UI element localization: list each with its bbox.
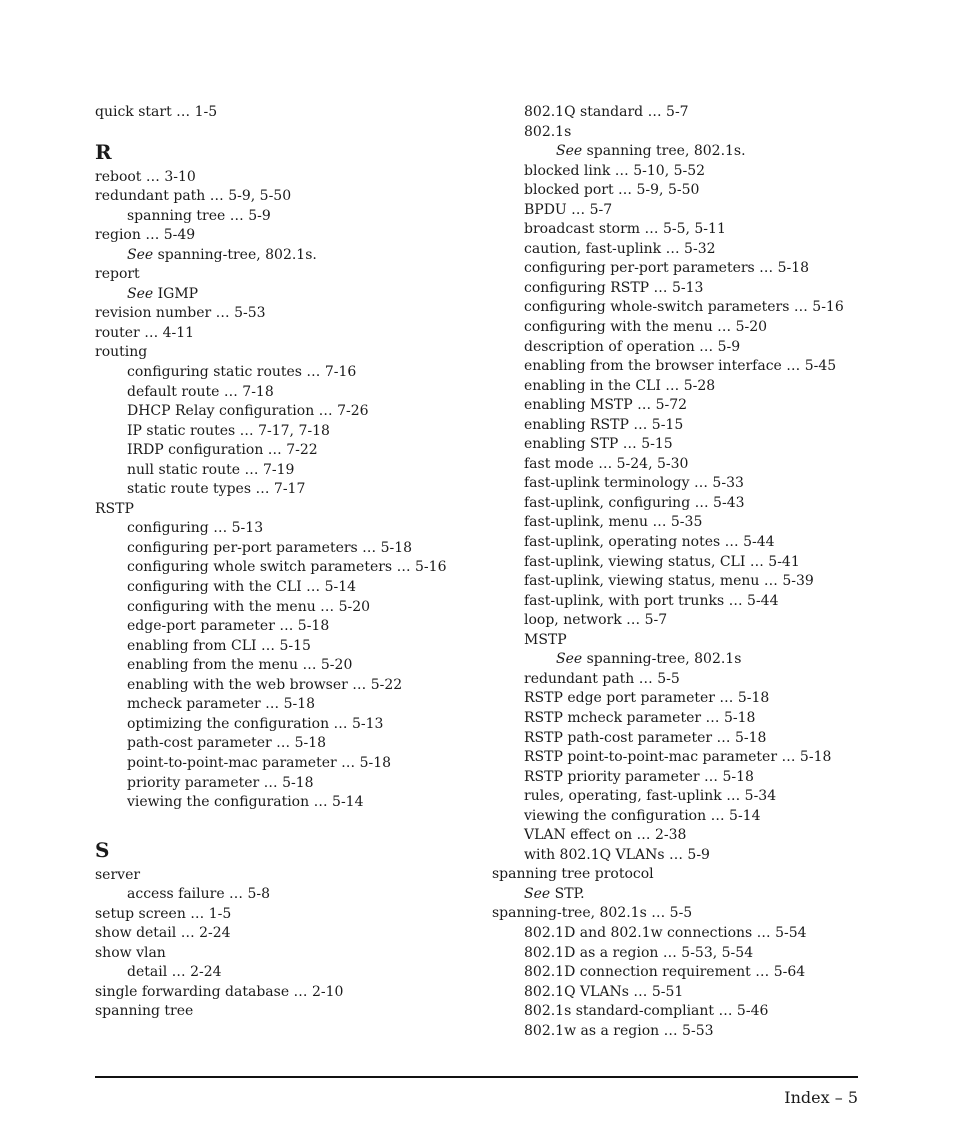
index-entry-text: mcheck parameter … 5-18 — [127, 696, 316, 713]
index-entry-text: RSTP point-to-point-mac parameter … 5-18 — [524, 749, 832, 766]
index-entry-text: enabling RSTP … 5-15 — [524, 416, 684, 433]
index-entry — [492, 963, 922, 983]
index-entry-text: access failure … 5-8 — [127, 886, 271, 903]
index-entry — [492, 142, 922, 162]
index-entry — [492, 826, 922, 846]
index-entry-text: configuring per-port parameters … 5-18 — [127, 539, 413, 556]
index-entry — [95, 363, 490, 383]
index-entry-text: spanning tree … 5-9 — [127, 207, 271, 224]
index-entry — [95, 461, 490, 481]
index-entry-text: single forwarding database … 2-10 — [95, 983, 344, 1000]
index-entry — [95, 617, 490, 637]
index-entry — [492, 240, 922, 260]
index-entry-text: 802.1w as a region … 5-53 — [524, 1022, 714, 1039]
index-entry — [492, 396, 922, 416]
index-entry — [95, 402, 490, 422]
index-entry-text: RSTP — [95, 500, 134, 517]
index-entry-text: blocked link … 5-10, 5-52 — [524, 162, 706, 179]
index-entry — [95, 168, 490, 188]
index-entry — [95, 558, 490, 578]
index-entry-text: RSTP priority parameter … 5-18 — [524, 768, 754, 785]
index-entry-text: fast-uplink, with port trunks … 5-44 — [524, 592, 779, 609]
index-entry — [492, 572, 922, 592]
index-entry-text: configuring … 5-13 — [127, 520, 264, 537]
index-entry-text: enabling from CLI … 5-15 — [127, 637, 311, 654]
index-entry — [95, 441, 490, 461]
index-entry-text: region … 5-49 — [95, 227, 196, 244]
index-entry-text: fast-uplink, operating notes … 5-44 — [524, 534, 775, 551]
index-entry-text: default route … 7-18 — [127, 383, 274, 400]
index-entry-text: 802.1D as a region … 5-53, 5-54 — [524, 944, 754, 961]
index-entry-text: 802.1s — [524, 123, 572, 140]
index-entry — [492, 201, 922, 221]
index-entry-text: redundant path … 5-9, 5-50 — [95, 188, 292, 205]
index-entry — [492, 904, 922, 924]
entries-r — [95, 168, 490, 813]
index-entry — [95, 754, 490, 774]
index-entry — [95, 983, 490, 1003]
index-entry-text: edge-port parameter … 5-18 — [127, 618, 330, 635]
index-entry-text: show detail … 2-24 — [95, 925, 231, 942]
index-entry — [492, 435, 922, 455]
index-entry-text: MSTP — [524, 631, 567, 648]
index-entry-text: caution, fast-uplink … 5-32 — [524, 240, 716, 257]
index-entry — [95, 246, 490, 266]
index-entry — [95, 207, 490, 227]
index-entry — [95, 103, 490, 123]
index-entry-text: fast-uplink, viewing status, CLI … 5-41 — [524, 553, 800, 570]
index-entry — [95, 519, 490, 539]
index-entry-text: fast-uplink, menu … 5-35 — [524, 514, 703, 531]
index-entry — [95, 226, 490, 246]
index-entry — [492, 377, 922, 397]
index-entry-text: spanning tree — [95, 1003, 194, 1020]
index-entry — [95, 885, 490, 905]
index-entry — [492, 807, 922, 827]
index-entry-text: spanning-tree, 802.1s. — [153, 246, 317, 263]
index-entry-text: router … 4-11 — [95, 324, 195, 341]
index-entry — [95, 187, 490, 207]
index-entry-text: configuring with the menu … 5-20 — [127, 598, 371, 615]
index-entry — [95, 656, 490, 676]
index-entry — [95, 715, 490, 735]
index-entry-text: revision number … 5-53 — [95, 305, 266, 322]
index-entry — [492, 1002, 922, 1022]
index-entry-text: spanning-tree, 802.1s … 5-5 — [492, 905, 693, 922]
footer-rule — [95, 1076, 858, 1078]
index-entry — [492, 123, 922, 143]
index-entry-text: configuring whole switch parameters … 5-16 — [127, 559, 447, 576]
index-entry — [492, 338, 922, 358]
index-entry — [95, 578, 490, 598]
index-entry-text: RSTP path-cost parameter … 5-18 — [524, 729, 767, 746]
index-entry-text: configuring static routes … 7-16 — [127, 364, 357, 381]
index-entry-text: with 802.1Q VLANs … 5-9 — [524, 846, 710, 863]
index-entry-text: 802.1Q standard … 5-7 — [524, 104, 689, 120]
index-entry-text: spanning-tree, 802.1s — [582, 651, 742, 668]
index-entry — [492, 748, 922, 768]
index-entry-text: report — [95, 266, 140, 283]
index-entry — [95, 944, 490, 964]
entries-s — [95, 866, 490, 1022]
index-entry — [492, 1022, 922, 1042]
index-entry — [95, 676, 490, 696]
index-entry-text: broadcast storm … 5-5, 5-11 — [524, 221, 726, 238]
index-entry — [95, 539, 490, 559]
index-entry-text: show vlan — [95, 944, 166, 961]
index-entry-text: 802.1D and 802.1w connections … 5-54 — [524, 924, 807, 941]
see-reference: See — [127, 246, 154, 263]
index-entry-text: enabling from the browser interface … 5-45 — [524, 358, 837, 375]
index-entry — [492, 103, 922, 123]
index-entry-text: enabling MSTP … 5-72 — [524, 397, 688, 414]
see-reference: See — [524, 885, 551, 902]
index-entry-text: enabling in the CLI … 5-28 — [524, 377, 716, 394]
index-entry-text: IGMP — [153, 285, 199, 302]
index-entry — [95, 866, 490, 886]
section-letter-r: R — [95, 139, 112, 164]
index-entry-text: enabling with the web browser … 5-22 — [127, 676, 403, 693]
index-column-left — [95, 103, 490, 1022]
index-entry-text: fast-uplink, viewing status, menu … 5-39 — [524, 573, 814, 590]
index-entry-text: reboot … 3-10 — [95, 168, 196, 185]
index-entry-text: spanning tree protocol — [492, 866, 654, 883]
index-entry — [95, 343, 490, 363]
index-entry-text: configuring per-port parameters … 5-18 — [524, 260, 810, 277]
index-entry-text: RSTP edge port parameter … 5-18 — [524, 690, 770, 707]
index-entry — [492, 416, 922, 436]
index-entry — [492, 513, 922, 533]
index-entry-text: configuring with the menu … 5-20 — [524, 319, 768, 336]
index-column-right — [492, 103, 922, 1041]
index-entry — [492, 592, 922, 612]
index-entry-text: null static route … 7-19 — [127, 461, 295, 478]
index-entry — [95, 480, 490, 500]
index-entry-text: point-to-point-mac parameter … 5-18 — [127, 754, 392, 771]
index-entry-text: RSTP mcheck parameter … 5-18 — [524, 709, 756, 726]
index-entry-text: VLAN effect on … 2-38 — [524, 827, 687, 844]
index-entry-text: server — [95, 866, 141, 883]
index-entry — [95, 695, 490, 715]
index-entry-text: IP static routes … 7-17, 7-18 — [127, 422, 330, 439]
index-entry-text: fast mode … 5-24, 5-30 — [524, 455, 689, 472]
index-entry-text: configuring whole-switch parameters … 5-16 — [524, 299, 844, 316]
index-entry — [492, 729, 922, 749]
index-entry — [95, 598, 490, 618]
index-entry-text: IRDP configuration … 7-22 — [127, 442, 318, 459]
section-letter-s: S — [95, 837, 110, 862]
index-entry — [95, 304, 490, 324]
index-entry — [492, 220, 922, 240]
index-entry — [492, 474, 922, 494]
index-entry — [492, 689, 922, 709]
index-entry-text: STP. — [550, 885, 585, 902]
index-entry — [492, 494, 922, 514]
index-entry-text: blocked port … 5-9, 5-50 — [524, 182, 700, 199]
index-entry — [492, 983, 922, 1003]
index-entry-text: viewing the configuration … 5-14 — [524, 807, 761, 824]
index-entry — [492, 670, 922, 690]
index-entry-text: enabling from the menu … 5-20 — [127, 657, 353, 674]
index-entry-text: redundant path … 5-5 — [524, 670, 680, 687]
index-entry-text: description of operation … 5-9 — [524, 338, 741, 355]
index-entry — [95, 500, 490, 520]
index-entry-text: static route types … 7-17 — [127, 481, 306, 498]
index-entry-text: 802.1D connection requirement … 5-64 — [524, 964, 806, 981]
index-entry — [492, 768, 922, 788]
index-entry-text: detail … 2-24 — [127, 964, 222, 981]
index-entry-text: configuring with the CLI … 5-14 — [127, 579, 357, 596]
index-entry-text: routing — [95, 344, 148, 361]
index-entry — [95, 422, 490, 442]
index-entry-text: configuring RSTP … 5-13 — [524, 279, 704, 296]
index-entry-text: BPDU … 5-7 — [524, 201, 613, 218]
index-entry — [492, 181, 922, 201]
index-entry — [95, 924, 490, 944]
see-reference: See — [556, 143, 583, 160]
see-reference: See — [556, 651, 583, 668]
index-entry — [95, 324, 490, 344]
index-entry-text: enabling STP … 5-15 — [524, 436, 673, 453]
index-entry-text: path-cost parameter … 5-18 — [127, 735, 327, 752]
index-entry-text: viewing the configuration … 5-14 — [127, 794, 364, 811]
index-entry-text: fast-uplink terminology … 5-33 — [524, 475, 744, 492]
index-entry — [95, 793, 490, 813]
index-entry — [492, 650, 922, 670]
index-entry — [492, 611, 922, 631]
index-entry — [492, 885, 922, 905]
index-entry-text: quick start … 1-5 — [95, 104, 218, 120]
index-entry — [492, 865, 922, 885]
index-entry-text: spanning tree, 802.1s. — [582, 143, 746, 160]
index-entry — [95, 285, 490, 305]
index-entry — [492, 455, 922, 475]
index-entry — [492, 709, 922, 729]
entries-spanning-tree — [492, 103, 922, 1041]
index-entry — [95, 963, 490, 983]
index-entry-text: optimizing the configuration … 5-13 — [127, 715, 384, 732]
index-entry — [492, 944, 922, 964]
index-entry — [492, 924, 922, 944]
index-entry — [95, 734, 490, 754]
index-entry — [95, 265, 490, 285]
index-entry-text: 802.1s standard-compliant … 5-46 — [524, 1003, 769, 1020]
index-entry-text: rules, operating, fast-uplink … 5-34 — [524, 788, 777, 805]
index-entry-text: fast-uplink, configuring … 5-43 — [524, 494, 745, 511]
index-entry — [492, 533, 922, 553]
see-reference: See — [127, 285, 154, 302]
page-number: Index – 5 — [784, 1088, 858, 1107]
index-entry — [492, 787, 922, 807]
index-entry — [492, 318, 922, 338]
index-entry — [492, 846, 922, 866]
index-entry — [492, 553, 922, 573]
index-entry-text: DHCP Relay configuration … 7-26 — [127, 403, 369, 420]
index-entry — [492, 162, 922, 182]
index-entry — [95, 774, 490, 794]
index-entry — [492, 298, 922, 318]
index-entry — [492, 259, 922, 279]
index-entry-text: 802.1Q VLANs … 5-51 — [524, 983, 684, 1000]
index-entry — [95, 383, 490, 403]
index-entry-text: setup screen … 1-5 — [95, 905, 232, 922]
index-entry — [492, 279, 922, 299]
index-entry — [492, 631, 922, 651]
index-entry — [95, 637, 490, 657]
index-entry-text: loop, network … 5-7 — [524, 612, 668, 629]
index-entry — [95, 1002, 490, 1022]
entries-q — [95, 103, 490, 123]
index-entry — [95, 905, 490, 925]
index-entry — [492, 357, 922, 377]
index-entry-text: priority parameter … 5-18 — [127, 774, 314, 791]
